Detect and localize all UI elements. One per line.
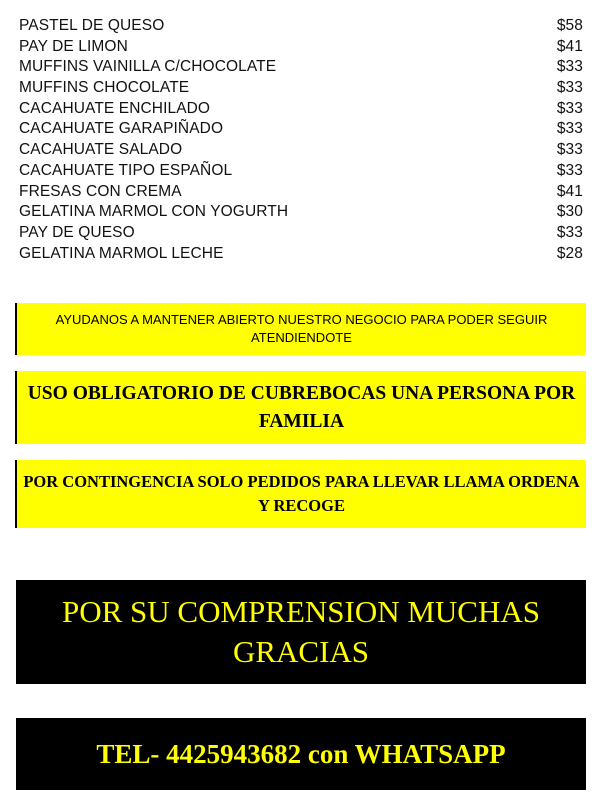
menu-item-price: $41 <box>556 37 583 55</box>
menu-item <box>19 78 583 99</box>
menu-item-name: CACAHUATE GARAPIÑADO <box>19 120 224 138</box>
menu-item <box>19 140 583 161</box>
takeout-notice <box>15 460 586 528</box>
menu-item <box>19 37 583 58</box>
menu-item-price: $41 <box>556 182 583 200</box>
menu-item-price: $33 <box>556 141 583 159</box>
thanks-banner-text: POR SU COMPRENSION MUCHAS GRACIAS <box>61 594 541 669</box>
mask-notice <box>15 371 586 444</box>
menu-item <box>19 99 583 120</box>
mask-notice-text: USO OBLIGATORIO DE CUBREBOCAS UNA PERSONA POR FAMILIA <box>27 382 576 432</box>
support-notice <box>15 303 586 355</box>
menu-item-price: $33 <box>556 223 583 241</box>
phone-banner <box>16 718 586 790</box>
menu-item-price: $33 <box>556 120 583 138</box>
menu-item-name: CACAHUATE TIPO ESPAÑOL <box>19 161 233 179</box>
menu-item <box>19 223 583 244</box>
menu-item-price: $58 <box>556 17 583 34</box>
menu-item-name: MUFFINS VAINILLA C/CHOCOLATE <box>19 58 277 76</box>
menu-item <box>19 244 583 265</box>
menu-item-name: GELATINA MARMOL LECHE <box>19 244 224 262</box>
menu-item-price: $30 <box>556 203 583 221</box>
menu-item <box>19 161 583 182</box>
takeout-notice-text: POR CONTINGENCIA SOLO PEDIDOS PARA LLEVAR LLAMA ORDENA Y RECOGE <box>23 472 580 515</box>
menu-item-name: GELATINA MARMOL CON YOGURTH <box>19 203 289 221</box>
menu-item <box>19 16 583 37</box>
menu-item <box>19 182 583 203</box>
menu-item <box>19 119 583 140</box>
support-notice-text: AYUDANOS A MANTENER ABIERTO NUESTRO NEGOCIO PARA PODER SEGUIR ATENDIENDOTE <box>55 312 548 345</box>
menu-item-price: $33 <box>556 58 583 76</box>
menu-item-name: MUFFINS CHOCOLATE <box>19 79 190 97</box>
menu-item-name: FRESAS CON CREMA <box>19 182 182 200</box>
menu-item-price: $33 <box>556 161 583 179</box>
menu-item <box>19 202 583 223</box>
menu-item-name: PAY DE LIMON <box>19 37 128 55</box>
menu-item-price: $28 <box>556 244 583 262</box>
menu-item-name: CACAHUATE SALADO <box>19 141 183 159</box>
menu-item-price: $33 <box>556 79 583 97</box>
menu-item-name: CACAHUATE ENCHILADO <box>19 99 211 117</box>
phone-banner-text: TEL- 4425943682 con WHATSAPP <box>96 739 506 769</box>
menu-list <box>19 16 583 264</box>
thanks-banner <box>16 580 586 684</box>
menu-item-name: PASTEL DE QUESO <box>19 17 165 34</box>
menu-item-price: $33 <box>556 99 583 117</box>
menu-item <box>19 57 583 78</box>
menu-item-name: PAY DE QUESO <box>19 223 135 241</box>
